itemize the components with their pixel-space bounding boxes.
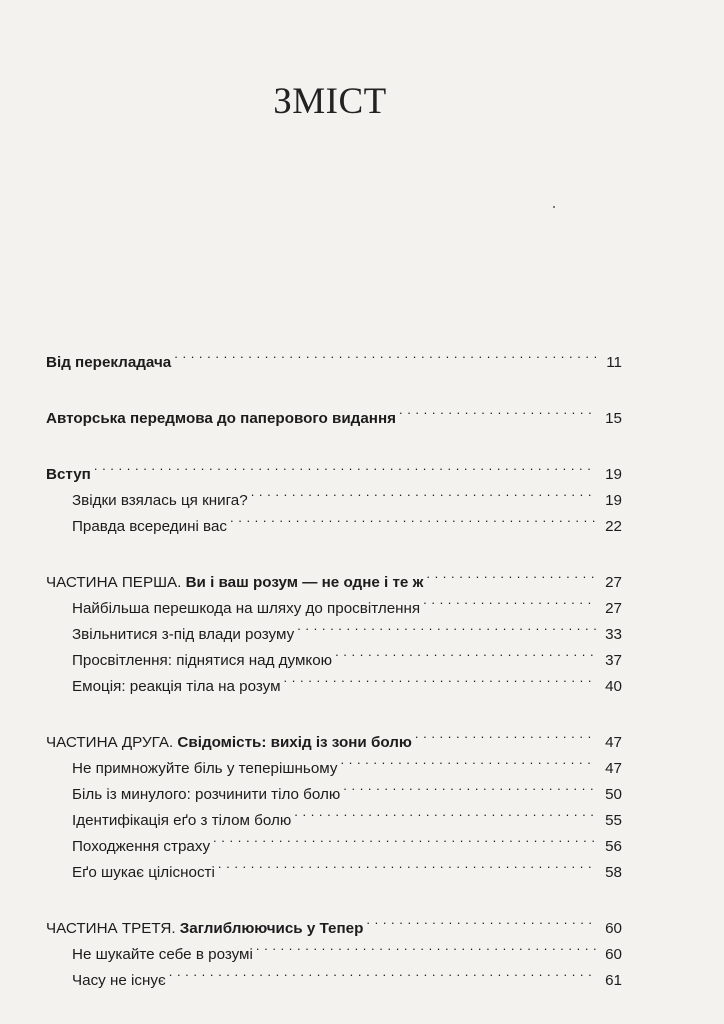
toc-page-number: 37 [605, 652, 622, 669]
part-prefix: ЧАСТИНА ТРЕТЯ. [46, 920, 176, 937]
toc-page-number: 19 [605, 492, 622, 509]
dot-leader [341, 747, 597, 773]
toc-entry-label: Вступ [46, 466, 91, 483]
toc-entry-section[interactable] [46, 959, 622, 989]
toc-entry-section[interactable] [46, 799, 622, 829]
part-prefix: ЧАСТИНА ПЕРША. [46, 574, 182, 591]
toc-entry-chapter[interactable] [46, 453, 622, 483]
toc-entry-section[interactable] [46, 613, 622, 643]
toc-entry-section[interactable] [46, 587, 622, 617]
toc-page-number: 60 [605, 946, 622, 963]
toc-entry-part[interactable] [46, 561, 622, 591]
paper-speck [553, 206, 555, 208]
dot-leader [94, 453, 596, 479]
toc-entry-section[interactable] [46, 665, 622, 695]
toc-entry-label: Біль із минулого: розчинити тіло болю [72, 786, 341, 803]
part-title: Ви і ваш розум — не одне і те ж [185, 574, 424, 591]
toc-entry-section[interactable] [46, 479, 622, 509]
toc-entry-chapter[interactable] [46, 397, 622, 427]
part-title: Свідомість: вихід із зони болю [177, 734, 412, 751]
toc-entry-label: Не примножуйте біль у теперішньому [72, 760, 338, 777]
toc-entry-label: Авторська передмова до паперового видання [46, 410, 396, 427]
toc-page-number: 55 [605, 812, 622, 829]
dot-leader [174, 341, 596, 367]
toc-page-number: 11 [606, 354, 622, 371]
dot-leader [169, 959, 596, 985]
dot-leader [218, 851, 596, 877]
dot-leader [366, 907, 596, 933]
toc-entry-part[interactable] [46, 721, 622, 751]
toc-page-number: 15 [605, 410, 622, 427]
toc-entry-section[interactable] [46, 773, 622, 803]
toc-entry-part[interactable] [46, 907, 622, 937]
toc-page-number: 27 [605, 574, 622, 591]
toc-page-number: 22 [605, 518, 622, 535]
toc-entry-label: Часу не існує [72, 972, 166, 989]
toc-page-number: 61 [605, 972, 622, 989]
dot-leader [294, 799, 596, 825]
toc-entry-label: Ідентифікація еґо з тілом болю [72, 812, 292, 829]
toc-entry-chapter[interactable] [46, 341, 622, 371]
toc-entry-label: Просвітлення: піднятися над думкою [72, 652, 333, 669]
toc-entry-label: Походження страху [72, 838, 211, 855]
dot-leader [426, 561, 596, 587]
dot-leader [343, 773, 596, 799]
toc-entry-label: Не шукайте себе в розумі [72, 946, 253, 963]
toc-entry-section[interactable] [46, 851, 622, 881]
toc-entry-label: Правда всередині вас [72, 518, 227, 535]
toc-page-number: 33 [605, 626, 622, 643]
toc-entry-section[interactable] [46, 639, 622, 669]
dot-leader [399, 397, 596, 423]
table-of-contents [46, 341, 622, 989]
dot-leader [423, 587, 596, 613]
toc-page-number: 40 [605, 678, 622, 695]
dot-leader [230, 505, 596, 531]
toc-entry-section[interactable] [46, 505, 622, 535]
part-prefix: ЧАСТИНА ДРУГА. [46, 734, 174, 751]
toc-page-number: 60 [605, 920, 622, 937]
toc-entry-section[interactable] [46, 933, 622, 963]
dot-leader [256, 933, 596, 959]
part-title: Заглиблюючись у Тепер [179, 920, 364, 937]
dot-leader [251, 479, 596, 505]
toc-entry-label: Еґо шукає цілісності [72, 864, 215, 881]
toc-entry-label: Звідки взялась ця книга? [72, 492, 248, 509]
toc-page-number: 47 [605, 760, 622, 777]
toc-entry-label: Від перекладача [46, 354, 172, 371]
toc-entry-label: Емоція: реакція тіла на розум [72, 678, 281, 695]
toc-entry-section[interactable] [46, 825, 622, 855]
toc-page-number: 56 [605, 838, 622, 855]
toc-page-number: 19 [605, 466, 622, 483]
toc-page-number: 27 [605, 600, 622, 617]
dot-leader [284, 665, 596, 691]
toc-entry-label: Найбільша перешкода на шляху до просвітлення [72, 600, 421, 617]
dot-leader [335, 639, 596, 665]
dot-leader [213, 825, 596, 851]
dot-leader [297, 613, 596, 639]
toc-page-number: 47 [605, 734, 622, 751]
toc-entry-label: Звільнитися з-під влади розуму [72, 626, 295, 643]
page-title: ЗМІСТ [273, 81, 387, 122]
toc-page-number: 50 [605, 786, 622, 803]
toc-entry-section[interactable] [46, 747, 622, 777]
toc-page-number: 58 [605, 864, 622, 881]
dot-leader [415, 721, 596, 747]
